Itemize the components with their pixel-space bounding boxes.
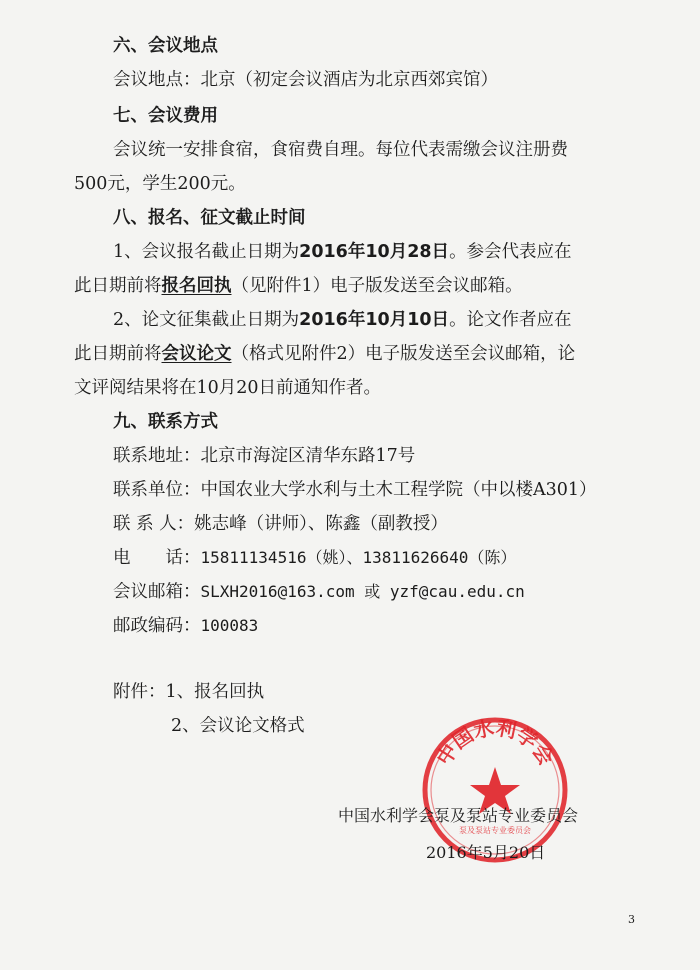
- section-8-p2-line2: [74, 342, 575, 366]
- seal-top-text: 中国水利学会: [431, 715, 559, 770]
- section-7-text-1: 会议统一安排食宿，食宿费自理。每位代表需缴会议注册费: [113, 140, 568, 160]
- contact-zip-value: 100083: [200, 616, 259, 635]
- text-span: 。论文作者应在: [449, 310, 572, 330]
- section-8-p1-line2: [74, 274, 523, 298]
- section-6-title: 六、会议地点: [113, 36, 218, 56]
- deadline-registration-text: 1、会议报名截止日期为: [113, 242, 300, 262]
- deadline-paper-date: 2016年10月10日: [299, 310, 450, 330]
- contact-address-label: 联系地址：: [113, 446, 201, 466]
- text-span: 此日期前将: [74, 344, 162, 364]
- contact-phone-value: 15811134516（姚）、13811626640（陈）: [200, 548, 517, 567]
- contact-unit: [113, 478, 597, 502]
- contact-person: [113, 512, 448, 536]
- contact-email-label: 会议邮箱：: [113, 582, 201, 602]
- signature-date: 2016年5月20日: [426, 843, 546, 862]
- section-8-title: 八、报名、征文截止时间: [113, 208, 306, 228]
- section-6-text: 会议地点：北京（初定会议酒店为北京西郊宾馆）: [113, 70, 498, 90]
- deadline-registration-date: 2016年10月28日: [299, 242, 450, 262]
- contact-person-value: 姚志峰（讲师）、陈鑫（副教授）: [194, 514, 448, 534]
- svg-text:中国水利学会: [431, 715, 558, 769]
- text-span: 此日期前将: [74, 276, 162, 296]
- section-8-p1-line1: [113, 240, 572, 264]
- deadline-registration-text-2: 。参会代表应在: [449, 242, 572, 262]
- contact-unit-value: 中国农业大学水利与土木工程学院（中以楼A301）: [200, 480, 597, 500]
- contact-phone: [113, 546, 516, 570]
- registration-form-link: 报名回执: [161, 276, 232, 296]
- contact-email: [113, 580, 525, 604]
- attachments: [113, 680, 264, 704]
- text-span: （见附件1）电子版发送至会议邮箱。: [231, 276, 523, 296]
- signature-organization: 中国水利学会泵及泵站专业委员会: [338, 806, 579, 825]
- section-7-text-2: 500元，学生200元。: [74, 174, 246, 194]
- contact-phone-label: 电 话：: [113, 548, 201, 568]
- contact-email-value: SLXH2016@163.com 或 yzf@cau.edu.cn: [200, 582, 525, 601]
- section-9-title: 九、联系方式: [113, 412, 218, 432]
- contact-address: [113, 444, 415, 468]
- contact-person-label: 联 系 人：: [113, 514, 195, 534]
- section-8-p2-line1: [113, 308, 572, 332]
- text-span: （格式见附件2）电子版发送至会议邮箱，论: [231, 344, 576, 364]
- page-number: 3: [628, 913, 635, 926]
- contact-unit-label: 联系单位：: [113, 480, 201, 500]
- attachments-label: 附件：: [113, 682, 166, 702]
- attachment-item-2: 2、会议论文格式: [171, 716, 305, 736]
- section-8-p2-line3: 文评阅结果将在10月20日前通知作者。: [74, 378, 382, 398]
- section-7-title: 七、会议费用: [113, 106, 218, 126]
- seal-inner-text: 泵及泵站专业委员会: [459, 826, 531, 835]
- contact-address-value: 北京市海淀区清华东路17号: [200, 446, 416, 466]
- contact-zip: [113, 614, 258, 638]
- text-span: 2、论文征集截止日期为: [113, 310, 300, 330]
- contact-zip-label: 邮政编码：: [113, 616, 201, 636]
- paper-format-link: 会议论文: [161, 344, 232, 364]
- attachment-item-1: 1、报名回执: [165, 682, 265, 702]
